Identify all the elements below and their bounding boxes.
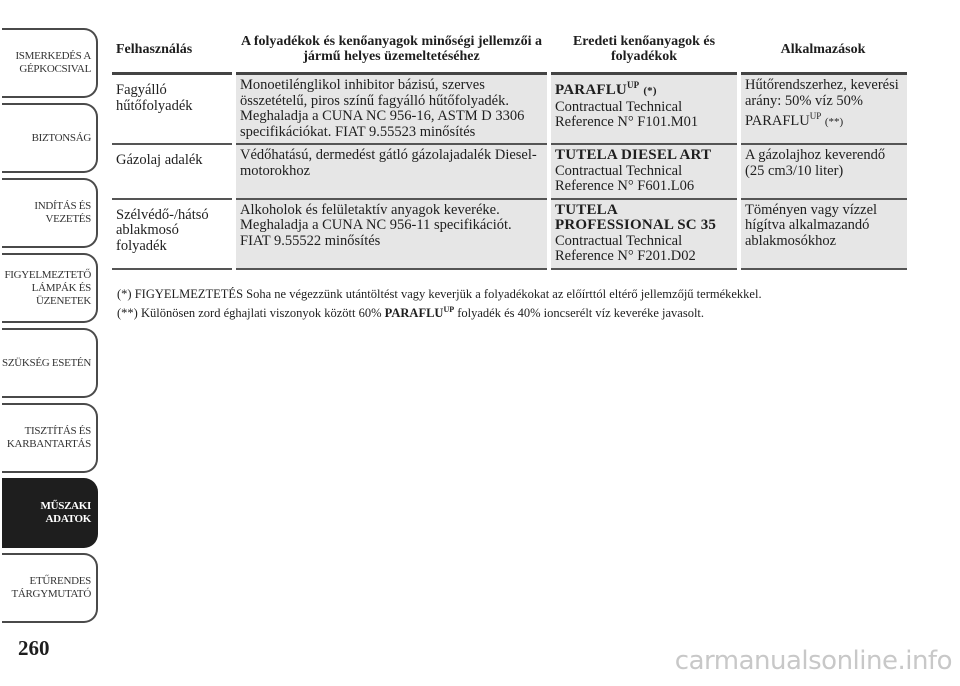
application-brand: $PARAFLU^{UP}$ (**) bbox=[745, 111, 844, 129]
header-spec: A folyadékok és kenőanyagok minőségi jellemzői a jármű helyes üzemeltetéséhez bbox=[240, 34, 542, 64]
cell-spec: Monoetilénglikol inhibitor bázisú, szerves összetételű, piros színű fagyálló hűtőfolyadék. Meghaladja a CUNA NC 956-16, ASTM D 3306 specifikációkat. FIAT 9.55523 minősítés bbox=[234, 74, 549, 145]
cell-usage: Szélvédő-/hátsó ablakmosó folyadék bbox=[112, 199, 234, 269]
cell-spec: Alkoholok és felületaktív anyagok keveréke. Meghaladja a CUNA NC 956-11 specifikációt. FIAT 9.55522 minősítés bbox=[234, 199, 549, 269]
product-reference: Contractual Technical Reference N° F201.D02 bbox=[555, 232, 696, 264]
page-number: 260 bbox=[18, 636, 50, 660]
fluids-table bbox=[112, 28, 907, 270]
cell-usage: Fagyálló hűtőfolyadék bbox=[112, 74, 234, 145]
footnote-climate: (**) Különösen zord éghajlati viszonyok között 60% $PARAFLU^{UP}$ folyadék és 40% ioncserélt víz keveréke javasolt. bbox=[117, 305, 705, 321]
product-brand: $PARAFLU^{UP}$ (*) bbox=[555, 80, 657, 98]
product-reference: Contractual Technical Reference N° F101.M01 bbox=[555, 98, 699, 130]
tab-biztonsag[interactable]: BIZTONSÁG bbox=[2, 103, 98, 173]
cell-application: Hűtőrendszerhez, keverési arány: 50% víz 50% $PARAFLU^{UP}$ (**) bbox=[739, 74, 907, 145]
footnotes bbox=[117, 286, 917, 321]
cell-application: Töményen vagy vízzel hígítva alkalmazandó ablakmosókhoz bbox=[739, 199, 907, 269]
tab-figyelmezteto[interactable]: FIGYELMEZTETŐ LÁMPÁK ÉS ÜZENETEK bbox=[2, 253, 98, 323]
cell-product bbox=[549, 199, 739, 269]
product-brand: TUTELA PROFESSIONAL SC 35 bbox=[555, 201, 717, 233]
table-row bbox=[112, 199, 907, 269]
table-row bbox=[112, 144, 907, 199]
tab-tisztitas[interactable]: TISZTÍTÁS ÉS KARBANTARTÁS bbox=[2, 403, 98, 473]
watermark: carmanualsonline.info bbox=[674, 646, 952, 676]
header-application: Alkalmazások bbox=[780, 41, 866, 57]
tab-inditas[interactable]: INDÍTÁS ÉS VEZETÉS bbox=[2, 178, 98, 248]
cell-application: A gázolajhoz keverendő (25 cm3/10 liter) bbox=[739, 144, 907, 199]
cell-usage: Gázolaj adalék bbox=[112, 144, 234, 199]
cell-product bbox=[549, 74, 739, 145]
header-product: Eredeti kenőanyagok és folyadékok bbox=[572, 34, 716, 64]
product-brand: TUTELA DIESEL ART bbox=[555, 147, 712, 163]
product-reference: Contractual Technical Reference N° F601.L06 bbox=[555, 162, 695, 194]
tab-szukseg[interactable]: SZÜKSÉG ESETÉN bbox=[2, 328, 98, 398]
tab-ismerkedes[interactable]: ISMERKEDÉS A GÉPKOCSIVAL bbox=[2, 28, 98, 98]
tab-muszaki-adatok[interactable]: MŰSZAKI ADATOK bbox=[2, 478, 98, 548]
table-header-row bbox=[112, 28, 907, 74]
tab-targymutato[interactable]: ETŰRENDES TÁRGYMUTATÓ bbox=[2, 553, 98, 623]
cell-product bbox=[549, 144, 739, 199]
fluids-table-container bbox=[112, 28, 907, 270]
header-usage: Felhasználás bbox=[116, 41, 193, 57]
table-row bbox=[112, 74, 907, 145]
footnote-warning: (*) FIGYELMEZTETÉS Soha ne végezzünk utántöltést vagy keverjük a folyadékokat az előírttól eltérő jellemzőjű termékekkel. bbox=[117, 287, 762, 301]
cell-spec: Védőhatású, dermedést gátló gázolajadalék Diesel-motorokhoz bbox=[234, 144, 549, 199]
